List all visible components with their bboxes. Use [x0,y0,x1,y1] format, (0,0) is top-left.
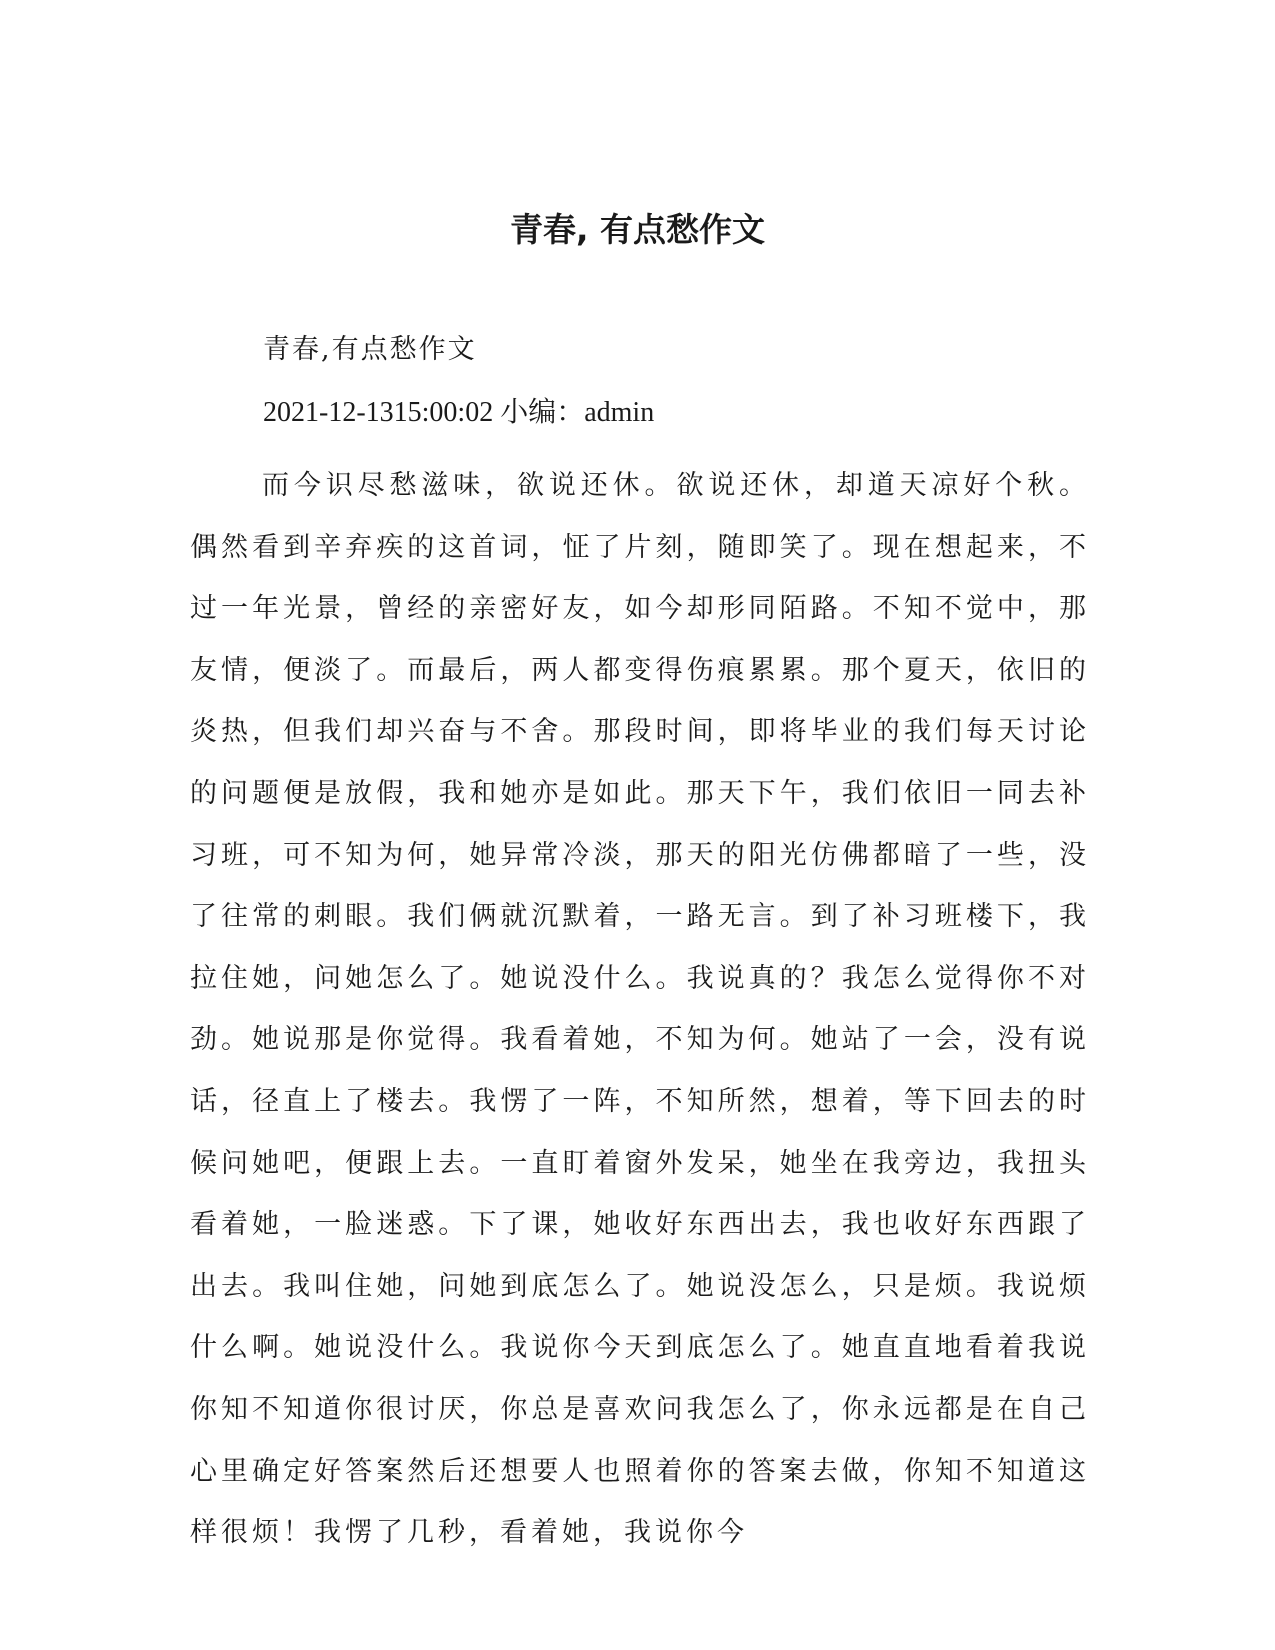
publish-date-author: 2021-12-1315:00:02 小编：admin [263,397,655,428]
document-subtitle: 青春,有点愁作文 [263,334,477,365]
document-title: 青春, 有点愁作文 [509,210,766,249]
essay-body-paragraph: 而今识尽愁滋味，欲说还休。欲说还休，却道天凉好个秋。偶然看到辛弃疾的这首词，怔了片刻，随即笑了。现在想起来，不过一年光景，曾经的亲密好友，如今却形同陌路。不知不觉中，那友情，便淡了。而最后，两人都变得伤痕累累。那个夏天，依旧的炎热，但我们却兴奋与不舍。那段时间，即将毕业的我们每天讨论的问题便是放假，我和她亦是如此。那天下午，我们依旧一同去补习班，可不知为何，她异常冷淡，那天的阳光仿佛都暗了一些，没了往常的刺眼。我们俩就沉默着，一路无言。到了补习班楼下，我拉住她，问她怎么了。她说没什么。我说真的？我怎么觉得你不对劲。她说那是你觉得。我看着她，不知为何。她站了一会，没有说话，径直上了楼去。我愣了一阵，不知所然，想着，等下回去的时候问她吧，便跟上去。一直盯着窗外发呆，她坐在我旁边，我扭头看着她，一脸迷惑。下了课，她收好东西出去，我也收好东西跟了出去。我叫住她，问她到底怎么了。她说没怎么，只是烦。我说烦什么啊。她说没什么。我说你今天到底怎么了。她直直地看着我说你知不知道你很讨厌，你总是喜欢问我怎么了，你永远都是在自己心里确定好答案然后还想要人也照着你的答案去做，你知不知道这样很烦！我愣了几秒，看着她，我说你今 [190,470,1090,1549]
